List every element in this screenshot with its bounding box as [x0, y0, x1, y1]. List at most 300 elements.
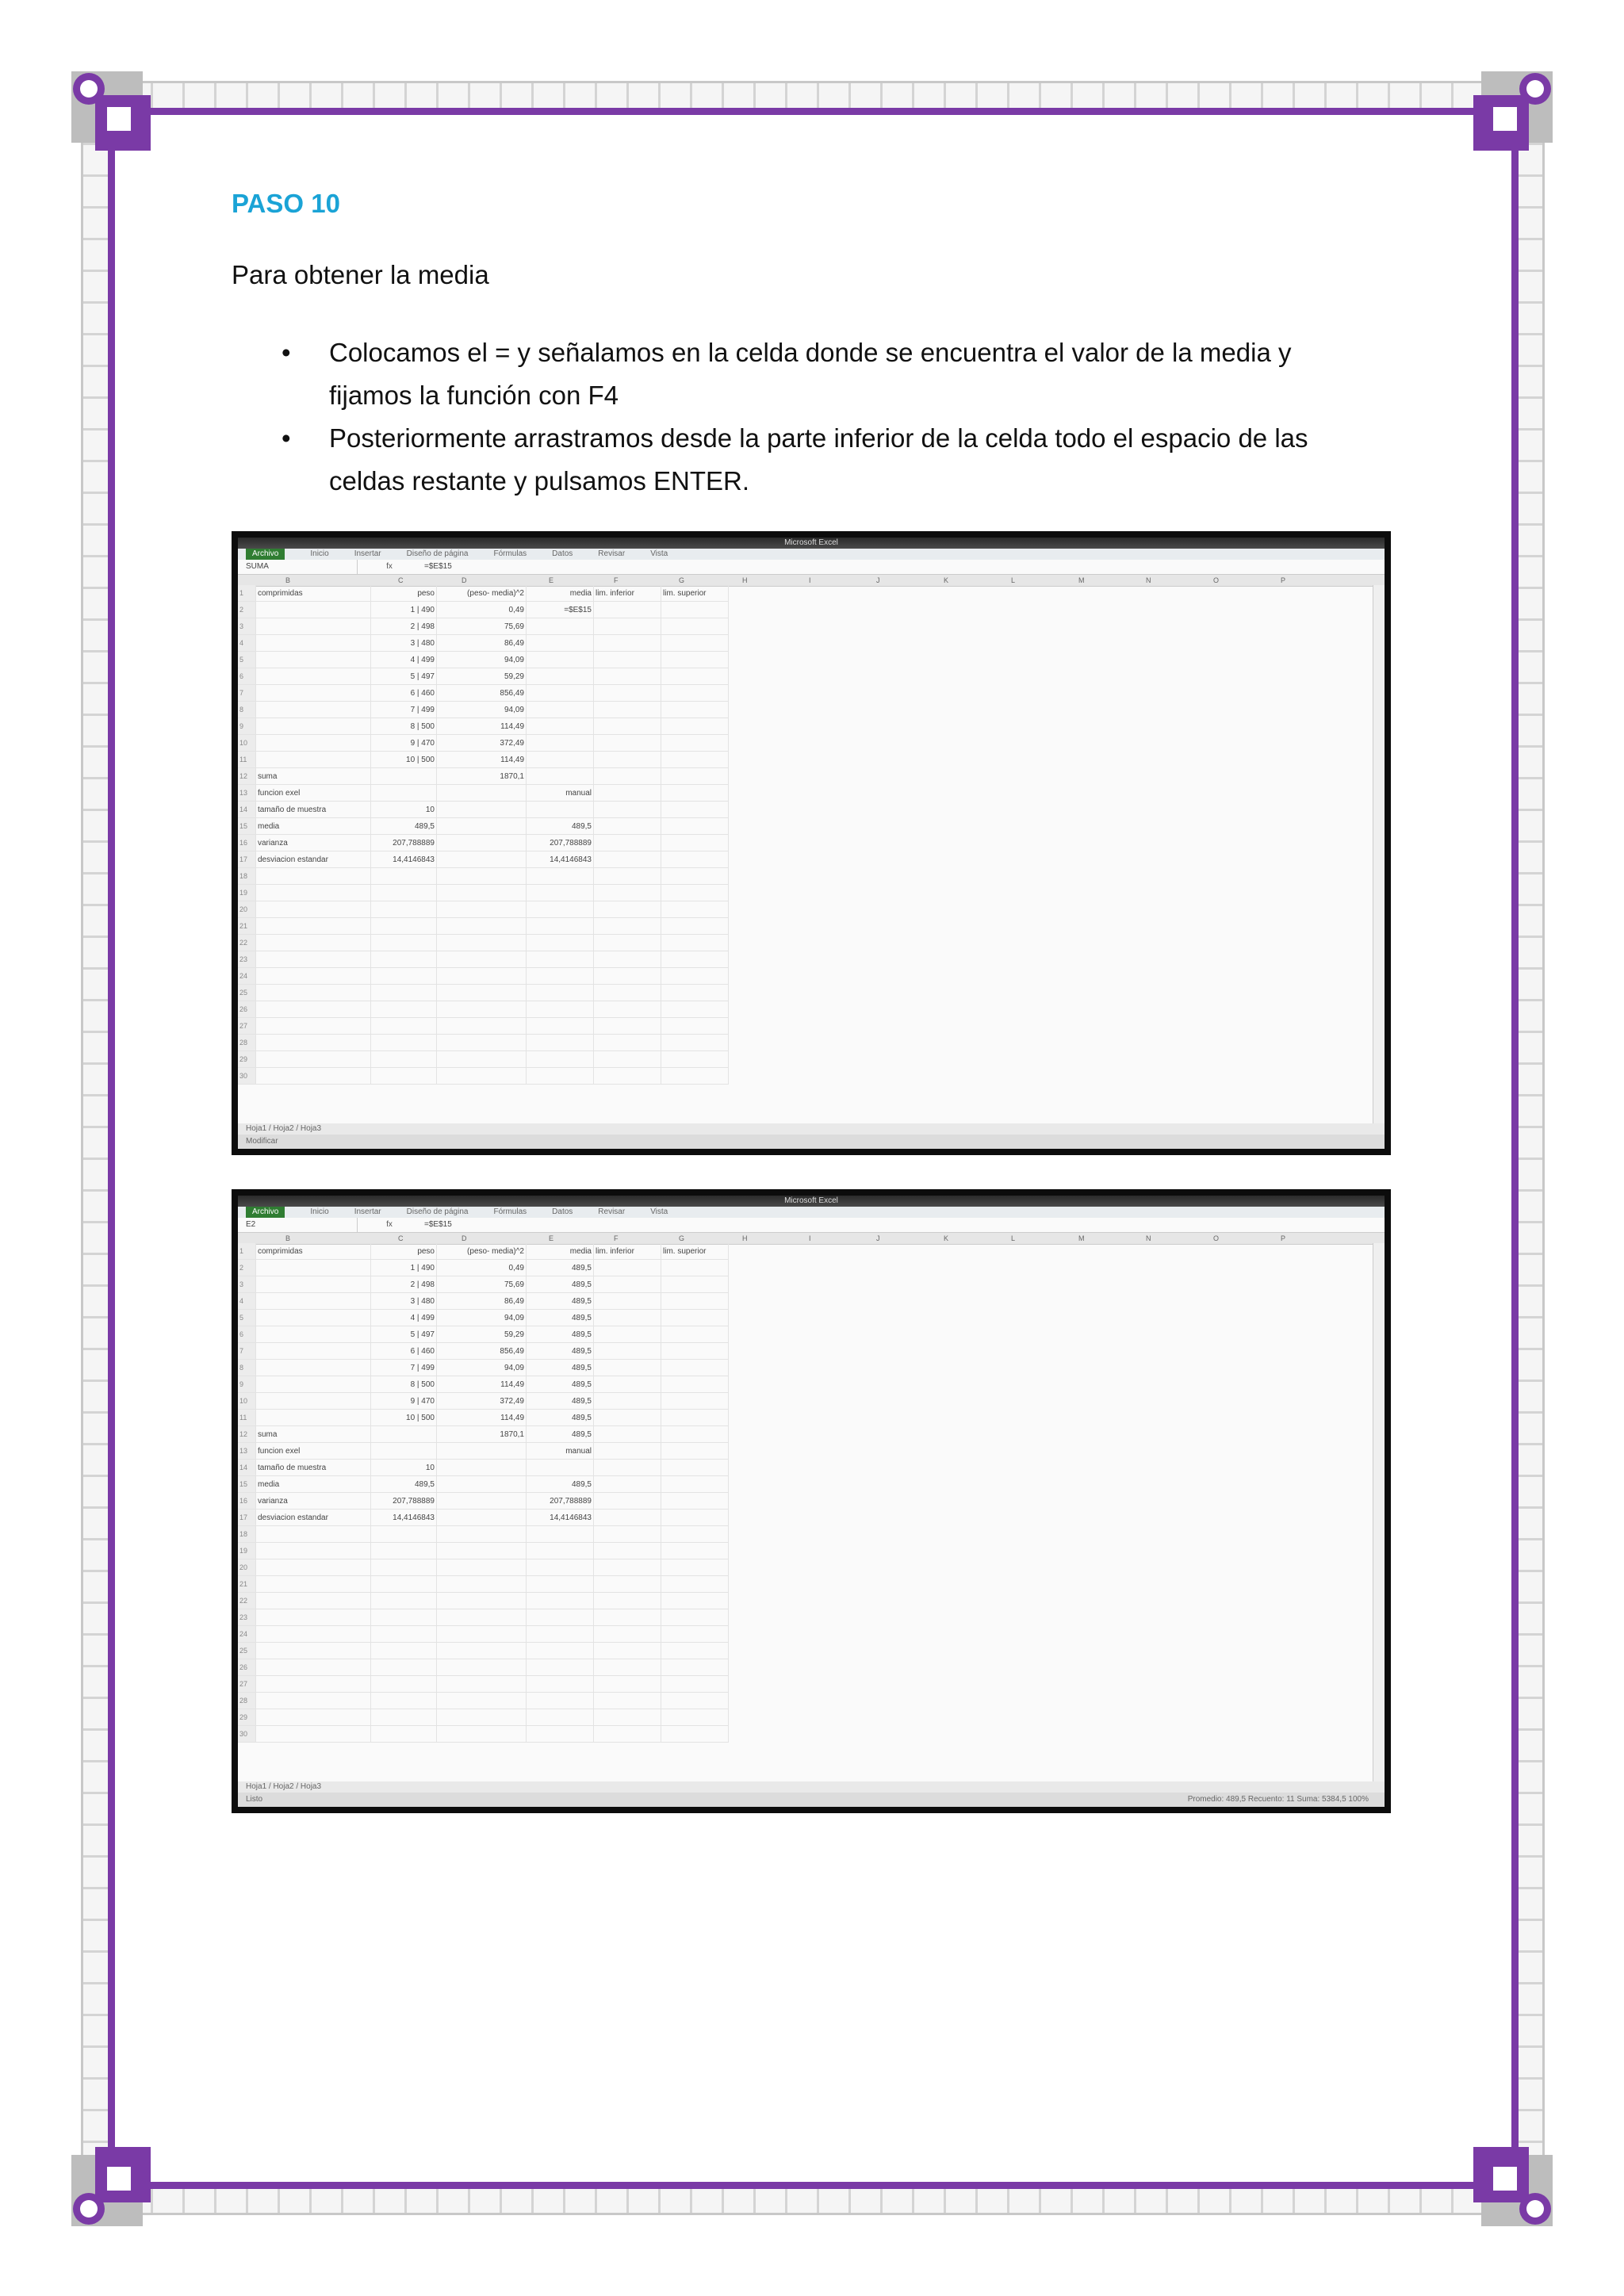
sheet-cell[interactable]: 4 | 499 [371, 652, 437, 668]
sheet-cell[interactable] [661, 1576, 729, 1593]
column-header[interactable]: F [614, 1234, 619, 1242]
sheet-cell[interactable] [594, 685, 661, 702]
ribbon-tab[interactable]: Datos [552, 1207, 573, 1216]
sheet-cell[interactable] [437, 968, 527, 985]
row-number[interactable]: 15 [238, 1476, 256, 1493]
row-number[interactable]: 14 [238, 1460, 256, 1476]
sheet-cell[interactable] [594, 1360, 661, 1376]
sheet-cell[interactable] [256, 868, 371, 885]
sheet-cell[interactable]: 9 | 470 [371, 1393, 437, 1410]
sheet-cell[interactable]: 94,09 [437, 1310, 527, 1326]
sheet-cell[interactable] [594, 901, 661, 918]
sheet-cell[interactable] [371, 1626, 437, 1643]
sheet-cell[interactable] [661, 1609, 729, 1626]
row-number[interactable]: 17 [238, 851, 256, 868]
sheet-cell[interactable] [594, 1576, 661, 1593]
row-number[interactable]: 3 [238, 1276, 256, 1293]
sheet-cell[interactable]: 59,29 [437, 1326, 527, 1343]
row-number[interactable]: 16 [238, 835, 256, 851]
sheet-cell[interactable] [256, 735, 371, 752]
row-number[interactable]: 2 [238, 602, 256, 618]
sheet-cell[interactable] [437, 1493, 527, 1510]
sheet-cell[interactable] [256, 1293, 371, 1310]
sheet-cell[interactable] [661, 868, 729, 885]
sheet-cell[interactable] [594, 851, 661, 868]
sheet-cell[interactable] [661, 1643, 729, 1659]
sheet-cell[interactable]: lim. inferior [594, 1243, 661, 1260]
sheet-cell[interactable] [527, 1626, 594, 1643]
sheet-cell[interactable]: 86,49 [437, 635, 527, 652]
sheet-cell[interactable] [527, 635, 594, 652]
sheet-cell[interactable]: comprimidas [256, 1243, 371, 1260]
sheet-cell[interactable] [437, 785, 527, 802]
row-number[interactable]: 20 [238, 1559, 256, 1576]
sheet-cell[interactable] [371, 868, 437, 885]
sheet-cell[interactable] [594, 1326, 661, 1343]
sheet-cell[interactable]: suma [256, 1426, 371, 1443]
sheet-cell[interactable]: manual [527, 785, 594, 802]
sheet-cell[interactable] [371, 1543, 437, 1559]
sheet-cell[interactable]: media [527, 1243, 594, 1260]
sheet-cell[interactable] [661, 735, 729, 752]
sheet-cell[interactable]: desviacion estandar [256, 851, 371, 868]
row-number[interactable]: 16 [238, 1493, 256, 1510]
sheet-cell[interactable]: 94,09 [437, 702, 527, 718]
sheet-cell[interactable]: 372,49 [437, 1393, 527, 1410]
sheet-cell[interactable] [527, 1001, 594, 1018]
row-number[interactable]: 12 [238, 768, 256, 785]
column-header[interactable]: N [1146, 576, 1151, 584]
sheet-cell[interactable] [594, 1376, 661, 1393]
sheet-cell[interactable] [527, 1709, 594, 1726]
row-number[interactable]: 12 [238, 1426, 256, 1443]
sheet-cell[interactable] [661, 1393, 729, 1410]
sheet-cell[interactable]: 5 | 497 [371, 1326, 437, 1343]
sheet-cell[interactable] [661, 1376, 729, 1393]
sheet-cell[interactable] [371, 1035, 437, 1051]
column-header[interactable]: P [1281, 576, 1286, 584]
row-number[interactable]: 21 [238, 1576, 256, 1593]
column-header[interactable]: I [809, 576, 811, 584]
column-header[interactable]: J [876, 1234, 880, 1242]
column-header[interactable]: K [944, 576, 949, 584]
sheet-cell[interactable]: 114,49 [437, 752, 527, 768]
sheet-cell[interactable] [594, 735, 661, 752]
row-number[interactable]: 20 [238, 901, 256, 918]
sheet-cell[interactable]: 10 | 500 [371, 752, 437, 768]
row-number[interactable]: 5 [238, 652, 256, 668]
sheet-cell[interactable] [661, 668, 729, 685]
sheet-cell[interactable] [594, 618, 661, 635]
sheet-cell[interactable]: tamaño de muestra [256, 802, 371, 818]
sheet-cell[interactable] [256, 752, 371, 768]
sheet-cell[interactable] [661, 1510, 729, 1526]
sheet-cell[interactable] [527, 968, 594, 985]
sheet-cell[interactable] [437, 885, 527, 901]
sheet-cell[interactable] [594, 1426, 661, 1443]
sheet-cell[interactable] [256, 1360, 371, 1376]
sheet-cell[interactable] [256, 1643, 371, 1659]
sheet-cell[interactable] [437, 918, 527, 935]
sheet-cell[interactable] [661, 1493, 729, 1510]
row-number[interactable]: 5 [238, 1310, 256, 1326]
sheet-tabs[interactable]: Hoja1 / Hoja2 / Hoja3 [238, 1123, 1385, 1135]
sheet-cell[interactable] [661, 1035, 729, 1051]
sheet-cell[interactable]: 94,09 [437, 652, 527, 668]
sheet-cell[interactable] [256, 1559, 371, 1576]
sheet-cell[interactable]: 8 | 500 [371, 718, 437, 735]
sheet-cell[interactable] [256, 1343, 371, 1360]
sheet-cell[interactable] [371, 1051, 437, 1068]
sheet-cell[interactable] [594, 602, 661, 618]
sheet-cell[interactable] [594, 885, 661, 901]
sheet-cell[interactable]: 10 | 500 [371, 1410, 437, 1426]
sheet-cell[interactable] [256, 1593, 371, 1609]
sheet-cell[interactable] [256, 918, 371, 935]
sheet-cell[interactable] [594, 1626, 661, 1643]
sheet-cell[interactable] [371, 1001, 437, 1018]
sheet-cell[interactable]: 7 | 499 [371, 1360, 437, 1376]
sheet-cell[interactable] [371, 935, 437, 951]
sheet-cell[interactable] [256, 702, 371, 718]
sheet-cell[interactable] [371, 768, 437, 785]
ribbon-tab[interactable]: Inicio [310, 1207, 329, 1216]
sheet-cell[interactable] [594, 835, 661, 851]
sheet-cell[interactable] [256, 1326, 371, 1343]
sheet-cell[interactable] [527, 1460, 594, 1476]
sheet-cell[interactable] [594, 802, 661, 818]
sheet-cell[interactable]: varianza [256, 1493, 371, 1510]
row-number[interactable]: 19 [238, 1543, 256, 1559]
sheet-cell[interactable]: =$E$15 [527, 602, 594, 618]
sheet-cell[interactable] [661, 918, 729, 935]
sheet-cell[interactable] [437, 1460, 527, 1476]
column-header[interactable]: E [549, 1234, 554, 1242]
sheet-cell[interactable] [256, 1310, 371, 1326]
sheet-cell[interactable]: 75,69 [437, 618, 527, 635]
sheet-cell[interactable] [661, 935, 729, 951]
row-number[interactable]: 30 [238, 1068, 256, 1085]
sheet-cell[interactable] [594, 635, 661, 652]
sheet-cell[interactable] [256, 1526, 371, 1543]
sheet-cell[interactable] [256, 1018, 371, 1035]
sheet-cell[interactable]: suma [256, 768, 371, 785]
sheet-cell[interactable]: 489,5 [527, 1343, 594, 1360]
ribbon-tab[interactable]: Insertar [354, 549, 381, 558]
sheet-cell[interactable] [437, 802, 527, 818]
sheet-cell[interactable]: 59,29 [437, 668, 527, 685]
sheet-cell[interactable] [661, 1293, 729, 1310]
sheet-cell[interactable] [256, 602, 371, 618]
sheet-cell[interactable]: lim. inferior [594, 585, 661, 602]
sheet-cell[interactable]: 3 | 480 [371, 635, 437, 652]
sheet-cell[interactable]: 10 [371, 802, 437, 818]
sheet-cell[interactable] [256, 951, 371, 968]
sheet-cell[interactable]: 14,4146843 [371, 1510, 437, 1526]
sheet-cell[interactable]: 2 | 498 [371, 1276, 437, 1293]
sheet-cell[interactable] [594, 1543, 661, 1559]
sheet-cell[interactable] [256, 985, 371, 1001]
sheet-cell[interactable]: 207,788889 [527, 1493, 594, 1510]
sheet-cell[interactable] [437, 1709, 527, 1726]
sheet-cell[interactable] [661, 652, 729, 668]
column-header[interactable]: L [1011, 576, 1016, 584]
sheet-cell[interactable] [661, 1659, 729, 1676]
sheet-cell[interactable] [594, 951, 661, 968]
sheet-cell[interactable]: 489,5 [527, 1410, 594, 1426]
sheet-cell[interactable] [256, 1726, 371, 1743]
row-number[interactable]: 27 [238, 1676, 256, 1693]
sheet-cell[interactable] [594, 1493, 661, 1510]
sheet-cell[interactable] [661, 885, 729, 901]
row-number[interactable]: 29 [238, 1051, 256, 1068]
column-header[interactable]: M [1078, 1234, 1085, 1242]
sheet-cell[interactable] [594, 868, 661, 885]
sheet-cell[interactable]: 7 | 499 [371, 702, 437, 718]
sheet-cell[interactable] [661, 1443, 729, 1460]
sheet-cell[interactable] [527, 652, 594, 668]
sheet-cell[interactable] [594, 1676, 661, 1693]
sheet-cell[interactable] [594, 1726, 661, 1743]
sheet-cell[interactable]: 1870,1 [437, 768, 527, 785]
sheet-cell[interactable] [661, 1310, 729, 1326]
row-number[interactable]: 19 [238, 885, 256, 901]
sheet-cell[interactable] [256, 718, 371, 735]
row-number[interactable]: 2 [238, 1260, 256, 1276]
sheet-cell[interactable]: 114,49 [437, 1410, 527, 1426]
sheet-cell[interactable] [661, 685, 729, 702]
sheet-cell[interactable] [256, 1068, 371, 1085]
sheet-cell[interactable]: media [256, 1476, 371, 1493]
sheet-cell[interactable] [437, 1626, 527, 1643]
sheet-cell[interactable] [594, 1709, 661, 1726]
sheet-cell[interactable] [594, 702, 661, 718]
sheet-cell[interactable] [661, 1559, 729, 1576]
row-number[interactable]: 3 [238, 618, 256, 635]
sheet-cell[interactable] [661, 1626, 729, 1643]
sheet-cell[interactable] [527, 802, 594, 818]
sheet-cell[interactable] [661, 901, 729, 918]
sheet-cell[interactable] [256, 1035, 371, 1051]
sheet-cell[interactable] [594, 1693, 661, 1709]
sheet-cell[interactable] [527, 668, 594, 685]
sheet-cell[interactable]: 489,5 [527, 1276, 594, 1293]
sheet-cell[interactable] [437, 1559, 527, 1576]
sheet-cell[interactable]: 75,69 [437, 1276, 527, 1293]
column-header[interactable]: E [549, 576, 554, 584]
ribbon-tab[interactable]: Insertar [354, 1207, 381, 1216]
sheet-cell[interactable] [371, 1643, 437, 1659]
sheet-cell[interactable] [527, 1559, 594, 1576]
sheet-cell[interactable] [527, 702, 594, 718]
row-number[interactable]: 11 [238, 1410, 256, 1426]
sheet-cell[interactable] [256, 1709, 371, 1726]
sheet-cell[interactable]: 6 | 460 [371, 685, 437, 702]
row-number[interactable]: 17 [238, 1510, 256, 1526]
sheet-cell[interactable]: 489,5 [371, 1476, 437, 1493]
column-header[interactable]: L [1011, 1234, 1016, 1242]
sheet-cell[interactable] [371, 985, 437, 1001]
row-number[interactable]: 28 [238, 1035, 256, 1051]
sheet-cell[interactable] [594, 918, 661, 935]
sheet-cell[interactable] [594, 1526, 661, 1543]
row-number[interactable]: 23 [238, 1609, 256, 1626]
sheet-cell[interactable]: 489,5 [527, 1476, 594, 1493]
sheet-cell[interactable] [594, 1035, 661, 1051]
sheet-cell[interactable]: 14,4146843 [527, 851, 594, 868]
sheet-cell[interactable]: 5 | 497 [371, 668, 437, 685]
sheet-cell[interactable] [527, 1726, 594, 1743]
sheet-cell[interactable] [594, 818, 661, 835]
sheet-cell[interactable] [594, 1410, 661, 1426]
sheet-cell[interactable] [437, 1726, 527, 1743]
sheet-cell[interactable] [594, 785, 661, 802]
row-number[interactable]: 22 [238, 1593, 256, 1609]
sheet-cell[interactable] [594, 1393, 661, 1410]
sheet-cell[interactable] [594, 1001, 661, 1018]
sheet-cell[interactable] [437, 1609, 527, 1626]
row-number[interactable]: 27 [238, 1018, 256, 1035]
sheet-cell[interactable]: tamaño de muestra [256, 1460, 371, 1476]
column-header[interactable]: C [398, 576, 404, 584]
sheet-cell[interactable] [594, 1018, 661, 1035]
sheet-cell[interactable] [661, 785, 729, 802]
sheet-cell[interactable] [371, 1659, 437, 1676]
sheet-cell[interactable] [437, 1510, 527, 1526]
column-header[interactable]: D [462, 1234, 467, 1242]
sheet-cell[interactable] [661, 1593, 729, 1609]
sheet-cell[interactable] [527, 1035, 594, 1051]
sheet-cell[interactable] [661, 1276, 729, 1293]
row-number[interactable]: 8 [238, 702, 256, 718]
row-number[interactable]: 15 [238, 818, 256, 835]
row-number[interactable]: 25 [238, 985, 256, 1001]
sheet-cell[interactable] [661, 1068, 729, 1085]
sheet-cell[interactable] [594, 1659, 661, 1676]
ribbon-tab[interactable]: Archivo [246, 1207, 285, 1218]
sheet-cell[interactable] [661, 1360, 729, 1376]
sheet-cell[interactable]: 207,788889 [371, 835, 437, 851]
sheet-cell[interactable] [661, 985, 729, 1001]
column-header[interactable]: O [1213, 1234, 1220, 1242]
ribbon-tab[interactable]: Inicio [310, 549, 329, 558]
sheet-cell[interactable] [527, 885, 594, 901]
column-header[interactable]: I [809, 1234, 811, 1242]
sheet-cell[interactable] [594, 1593, 661, 1609]
formula-input[interactable]: =$E$15 [424, 562, 452, 571]
sheet-cell[interactable] [661, 618, 729, 635]
sheet-cell[interactable]: 86,49 [437, 1293, 527, 1310]
ribbon-tab[interactable]: Vista [650, 1207, 668, 1216]
column-header[interactable]: H [742, 1234, 748, 1242]
sheet-cell[interactable]: funcion exel [256, 1443, 371, 1460]
sheet-cell[interactable] [256, 618, 371, 635]
column-header[interactable]: O [1213, 576, 1220, 584]
sheet-cell[interactable] [527, 1676, 594, 1693]
sheet-cell[interactable]: 6 | 460 [371, 1343, 437, 1360]
sheet-cell[interactable] [594, 1643, 661, 1659]
sheet-cell[interactable] [371, 901, 437, 918]
ribbon-tab[interactable]: Diseño de página [406, 549, 469, 558]
sheet-cell[interactable] [256, 935, 371, 951]
sheet-cell[interactable] [437, 1001, 527, 1018]
row-number[interactable]: 23 [238, 951, 256, 968]
column-header[interactable]: J [876, 576, 880, 584]
sheet-cell[interactable] [256, 1276, 371, 1293]
sheet-cell[interactable] [527, 1526, 594, 1543]
sheet-cell[interactable] [371, 1593, 437, 1609]
sheet-cell[interactable] [594, 1510, 661, 1526]
row-number[interactable]: 25 [238, 1643, 256, 1659]
sheet-cell[interactable] [527, 1693, 594, 1709]
sheet-cell[interactable] [527, 735, 594, 752]
sheet-cell[interactable] [594, 1460, 661, 1476]
sheet-cell[interactable] [594, 752, 661, 768]
column-header[interactable]: C [398, 1234, 404, 1242]
row-number[interactable]: 1 [238, 585, 256, 602]
sheet-cell[interactable] [437, 1526, 527, 1543]
sheet-cell[interactable]: 1870,1 [437, 1426, 527, 1443]
sheet-cell[interactable] [527, 1051, 594, 1068]
sheet-cell[interactable] [661, 1526, 729, 1543]
sheet-cell[interactable]: (peso- media)^2 [437, 585, 527, 602]
sheet-cell[interactable]: lim. superior [661, 1243, 729, 1260]
sheet-cell[interactable]: comprimidas [256, 585, 371, 602]
sheet-cell[interactable] [371, 785, 437, 802]
sheet-cell[interactable] [256, 1543, 371, 1559]
sheet-cell[interactable] [594, 1559, 661, 1576]
sheet-cell[interactable] [256, 652, 371, 668]
row-number[interactable]: 4 [238, 635, 256, 652]
sheet-cell[interactable] [437, 1576, 527, 1593]
sheet-cell[interactable] [661, 635, 729, 652]
sheet-cell[interactable] [256, 1260, 371, 1276]
sheet-cell[interactable] [437, 868, 527, 885]
sheet-cell[interactable] [527, 1018, 594, 1035]
sheet-cell[interactable] [256, 685, 371, 702]
sheet-cell[interactable] [661, 1476, 729, 1493]
sheet-cell[interactable] [661, 1018, 729, 1035]
column-header[interactable]: M [1078, 576, 1085, 584]
sheet-cell[interactable] [594, 1476, 661, 1493]
sheet-cell[interactable] [661, 835, 729, 851]
sheet-cell[interactable] [437, 1051, 527, 1068]
ribbon-tab[interactable]: Diseño de página [406, 1207, 469, 1216]
sheet-cell[interactable] [256, 1001, 371, 1018]
sheet-cell[interactable] [661, 1676, 729, 1693]
row-number[interactable]: 7 [238, 685, 256, 702]
sheet-cell[interactable] [437, 901, 527, 918]
sheet-cell[interactable]: 1 | 490 [371, 602, 437, 618]
row-number[interactable]: 29 [238, 1709, 256, 1726]
ribbon-tab[interactable]: Archivo [246, 549, 285, 560]
sheet-cell[interactable] [437, 1476, 527, 1493]
column-header[interactable]: D [462, 576, 467, 584]
sheet-cell[interactable] [437, 818, 527, 835]
sheet-cell[interactable] [661, 1260, 729, 1276]
sheet-cell[interactable] [594, 935, 661, 951]
sheet-cell[interactable] [661, 1051, 729, 1068]
sheet-cell[interactable] [527, 1576, 594, 1593]
sheet-cell[interactable] [527, 618, 594, 635]
sheet-cell[interactable] [594, 768, 661, 785]
sheet-cell[interactable] [437, 1659, 527, 1676]
sheet-cell[interactable]: 207,788889 [371, 1493, 437, 1510]
sheet-cell[interactable] [256, 968, 371, 985]
sheet-cell[interactable] [371, 968, 437, 985]
sheet-cell[interactable]: 14,4146843 [527, 1510, 594, 1526]
sheet-cell[interactable]: 114,49 [437, 1376, 527, 1393]
